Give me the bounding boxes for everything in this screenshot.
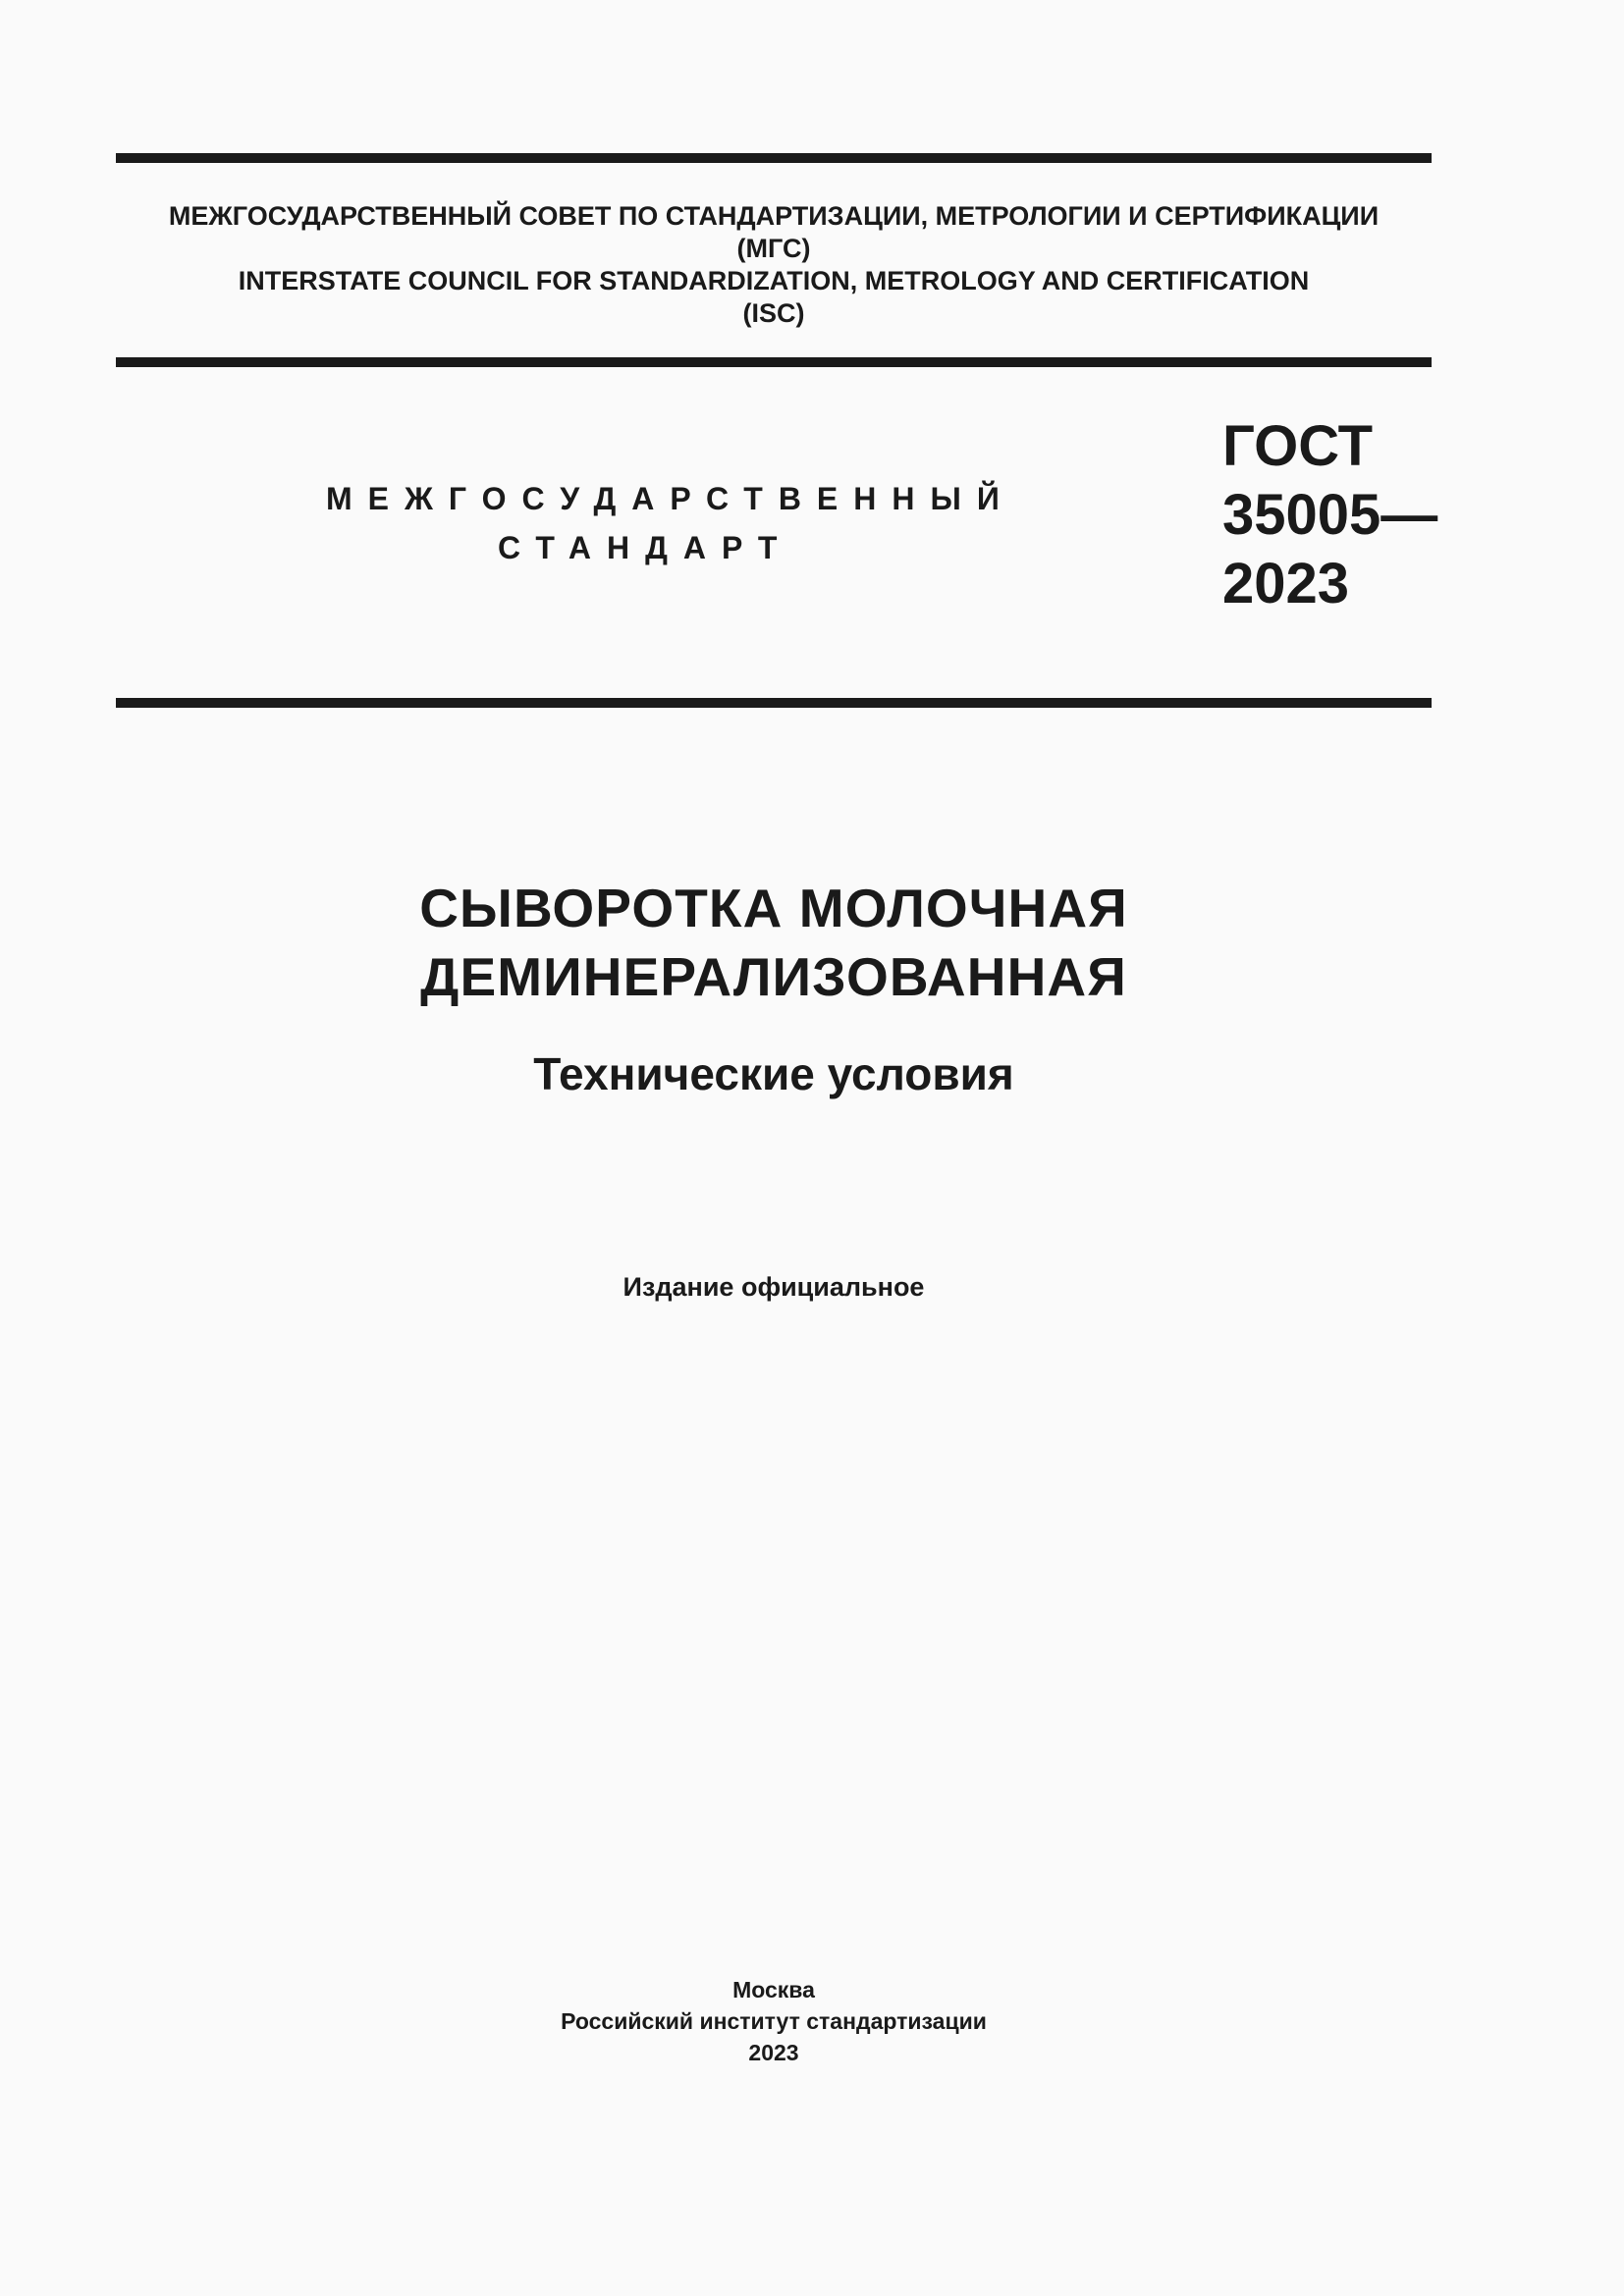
designation-number: 35005— bbox=[1222, 483, 1438, 547]
council-abbr-ru: (МГС) bbox=[736, 234, 811, 263]
council-name-en: INTERSTATE COUNCIL FOR STANDARDIZATION, METROLOGY AND CERTIFICATION bbox=[238, 266, 1310, 295]
title-line-1: СЫВОРОТКА МОЛОЧНАЯ bbox=[419, 878, 1128, 938]
document-subtitle: Технические условия bbox=[533, 1048, 1014, 1099]
council-header bbox=[116, 200, 1432, 330]
standard-kind bbox=[265, 474, 1306, 572]
imprint-city: Москва bbox=[732, 1977, 815, 2002]
imprint-year: 2023 bbox=[748, 2040, 799, 2065]
imprint-publisher: Российский институт стандартизации bbox=[561, 2008, 987, 2034]
top-divider bbox=[116, 153, 1432, 163]
designation-prefix: ГОСТ bbox=[1222, 414, 1374, 478]
standard-kind-line-1: МЕЖГОСУДАРСТВЕННЫЙ bbox=[326, 481, 1015, 516]
middle-divider bbox=[116, 357, 1432, 367]
council-name-ru: МЕЖГОСУДАРСТВЕННЫЙ СОВЕТ ПО СТАНДАРТИЗАЦИИ, МЕТРОЛОГИИ И СЕРТИФИКАЦИИ bbox=[168, 201, 1380, 231]
designation-year: 2023 bbox=[1222, 552, 1350, 615]
standard-kind-line-2: СТАНДАРТ bbox=[498, 530, 793, 565]
council-abbr-en: (ISC) bbox=[742, 298, 805, 328]
standard-designation bbox=[1222, 412, 1437, 618]
title-line-2: ДЕМИНЕРАЛИЗОВАННАЯ bbox=[420, 946, 1127, 1007]
document-title bbox=[116, 874, 1432, 1011]
lower-divider bbox=[116, 698, 1432, 708]
imprint bbox=[116, 1974, 1432, 2068]
edition-note: Издание официальное bbox=[623, 1272, 925, 1302]
